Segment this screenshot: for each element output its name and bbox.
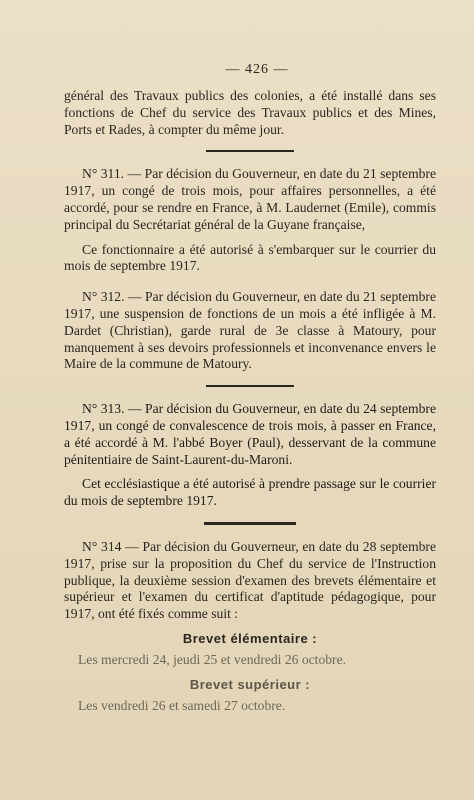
- decision-313: [64, 401, 436, 510]
- exam-heading-elementaire: Brevet élémentaire :: [182, 630, 318, 646]
- decision-314: [64, 539, 436, 623]
- decision-312-text: N° 312. — Par décision du Gouverneur, en date du 21 septembre 1917, une suspension de fonctions de un mois a été infligée à M. Dardet (Christian), garde rural de 3e classe à Matoury, pour manquement à ses devoirs professionnels et inconvenance envers le Maire de la commune de Matoury.: [64, 289, 436, 372]
- section-divider: [204, 522, 296, 525]
- decision-313-note: Cet ecclésiastique a été autorisé à prendre passage sur le courrier du mois de septembre 1917.: [64, 476, 436, 509]
- decision-311: [64, 166, 436, 275]
- section-divider: [206, 385, 294, 387]
- decision-313-text: N° 313. — Par décision du Gouverneur, en date du 24 septembre 1917, un congé de convalescence de trois mois, à passer en France, a été accordé à M. l'abbé Boyer (Paul), desservant de la commune pénitentiaire de Saint-Laurent-du-Maroni.: [64, 401, 436, 467]
- decision-312: [64, 289, 436, 373]
- exam-dates-superieur: Les vendredi 26 et samedi 27 octobre.: [78, 697, 286, 713]
- section-divider: [206, 150, 294, 152]
- decision-311-note: Ce fonctionnaire a été autorisé à s'embarquer sur le courrier du mois de septembre 1917.: [64, 241, 436, 274]
- page-number: — 426 —: [225, 62, 289, 77]
- intro-paragraph: général des Travaux publics des colonies, a été installé dans ses fonctions de Chef du service des Travaux publics et des Mines, Ports et Rades, à compter du même jour.: [64, 88, 436, 137]
- exam-dates-elementaire: Les mercredi 24, jeudi 25 et vendredi 26 octobre.: [78, 651, 347, 667]
- decision-314-text: N° 314 — Par décision du Gouverneur, en date du 28 septembre 1917, prise sur la proposition du Chef du service de l'Instruction publique, la deuxième session d'examen des brevets élémentaire et supérieur et l'examen du certificat d'aptitude pédagogique, pour 1917, ont été fixés comme suit :: [64, 538, 436, 622]
- exam-heading-superieur: Brevet supérieur :: [189, 676, 311, 692]
- decision-311-text: N° 311. — Par décision du Gouverneur, en date du 21 septembre 1917, un congé de trois mois, pour affaires personnelles, a été accordé, pour se rendre en France, à M. Laudernet (Emile), commis principal du Secrétariat général de la Guyane française,: [64, 166, 436, 232]
